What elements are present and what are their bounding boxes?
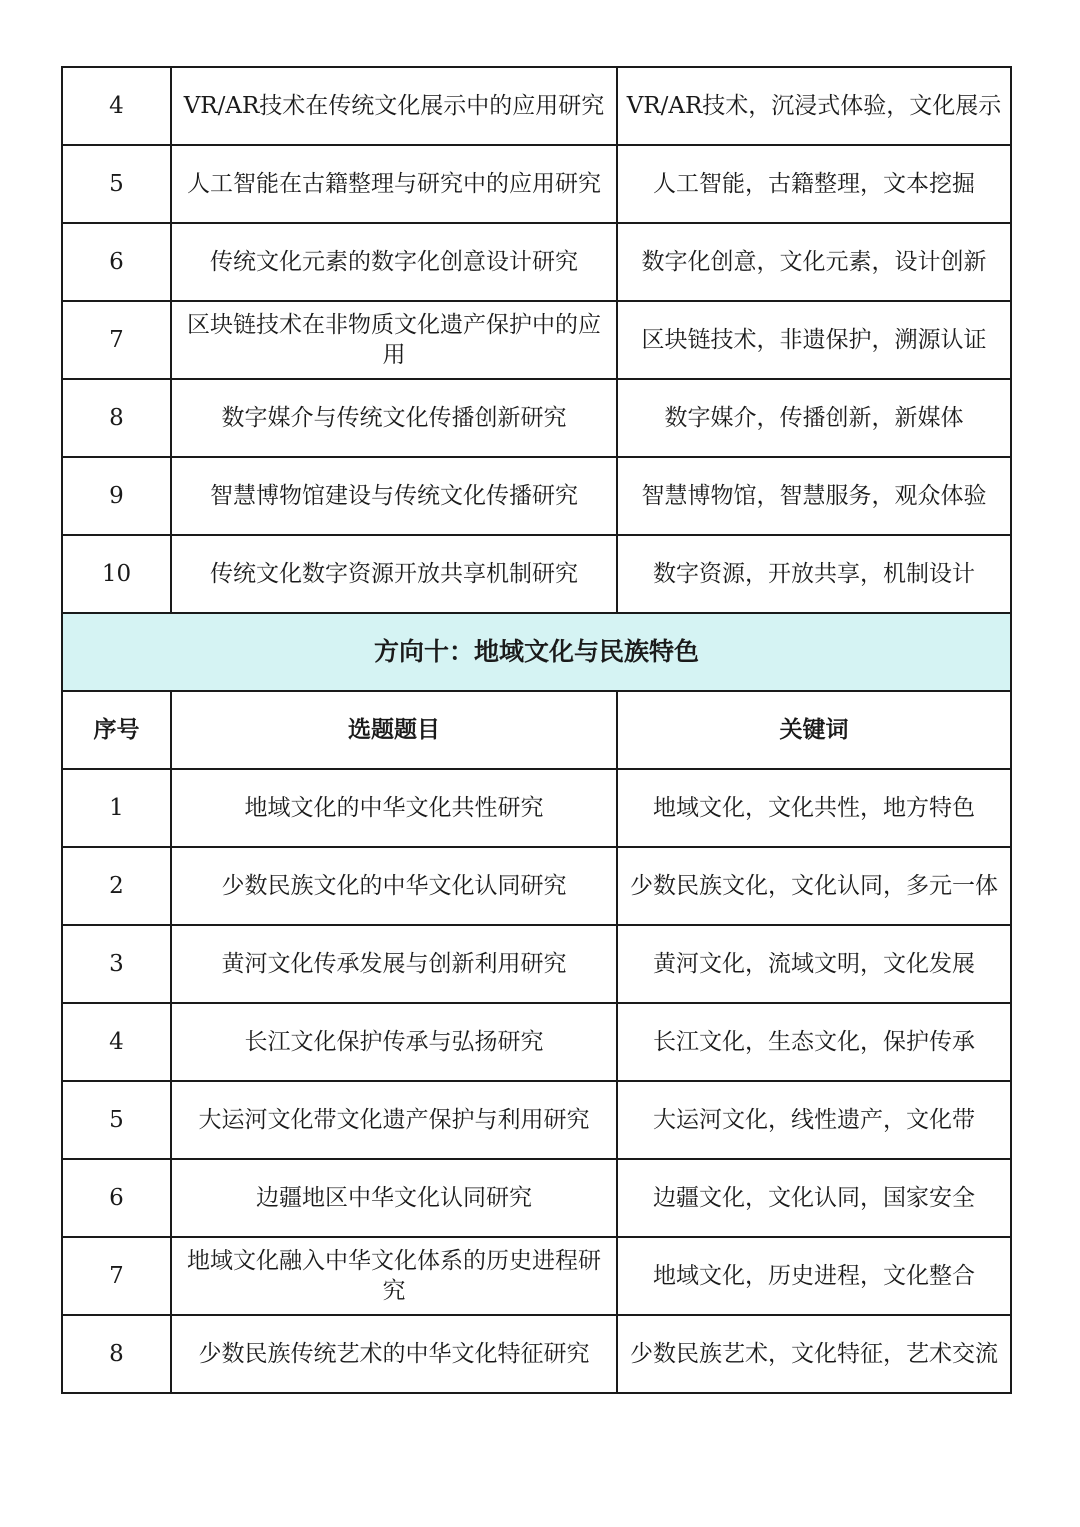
topic-title: VR/AR技术在传统文化展示中的应用研究 — [171, 67, 617, 145]
table-row — [62, 457, 1011, 535]
row-number: 2 — [62, 847, 171, 925]
row-number: 8 — [62, 1315, 171, 1393]
topic-title: 少数民族传统艺术的中华文化特征研究 — [171, 1315, 617, 1393]
column-header-row — [62, 691, 1011, 769]
topic-keywords: 数字资源，开放共享，机制设计 — [617, 535, 1011, 613]
row-number: 4 — [62, 67, 171, 145]
table-row — [62, 301, 1011, 379]
row-number: 10 — [62, 535, 171, 613]
row-number: 4 — [62, 1003, 171, 1081]
topic-keywords: 数字化创意，文化元素，设计创新 — [617, 223, 1011, 301]
topic-title: 少数民族文化的中华文化认同研究 — [171, 847, 617, 925]
column-header-number: 序号 — [62, 691, 171, 769]
row-number: 5 — [62, 145, 171, 223]
topic-keywords: VR/AR技术，沉浸式体验，文化展示 — [617, 67, 1011, 145]
section-heading: 方向十：地域文化与民族特色 — [62, 613, 1011, 691]
row-number: 6 — [62, 1159, 171, 1237]
topic-keywords: 少数民族艺术，文化特征，艺术交流 — [617, 1315, 1011, 1393]
topic-title: 智慧博物馆建设与传统文化传播研究 — [171, 457, 617, 535]
topic-title: 边疆地区中华文化认同研究 — [171, 1159, 617, 1237]
topic-title: 传统文化数字资源开放共享机制研究 — [171, 535, 617, 613]
table-row — [62, 1003, 1011, 1081]
topic-keywords: 数字媒介，传播创新，新媒体 — [617, 379, 1011, 457]
topic-title: 大运河文化带文化遗产保护与利用研究 — [171, 1081, 617, 1159]
row-number: 1 — [62, 769, 171, 847]
row-number: 7 — [62, 301, 171, 379]
table-row — [62, 535, 1011, 613]
topic-keywords: 地域文化，历史进程，文化整合 — [617, 1237, 1011, 1315]
row-number: 8 — [62, 379, 171, 457]
table-row — [62, 925, 1011, 1003]
row-number: 6 — [62, 223, 171, 301]
table-row — [62, 769, 1011, 847]
topic-keywords: 人工智能，古籍整理，文本挖掘 — [617, 145, 1011, 223]
table-row — [62, 223, 1011, 301]
topic-title: 传统文化元素的数字化创意设计研究 — [171, 223, 617, 301]
topic-keywords: 区块链技术，非遗保护，溯源认证 — [617, 301, 1011, 379]
topic-title: 地域文化融入中华文化体系的历史进程研究 — [171, 1237, 617, 1315]
table-row — [62, 145, 1011, 223]
row-number: 5 — [62, 1081, 171, 1159]
table-row — [62, 1081, 1011, 1159]
row-number: 7 — [62, 1237, 171, 1315]
row-number: 9 — [62, 457, 171, 535]
topic-title: 地域文化的中华文化共性研究 — [171, 769, 617, 847]
topic-keywords: 地域文化，文化共性，地方特色 — [617, 769, 1011, 847]
topic-title: 黄河文化传承发展与创新利用研究 — [171, 925, 617, 1003]
table-row — [62, 67, 1011, 145]
topic-title: 数字媒介与传统文化传播创新研究 — [171, 379, 617, 457]
topic-keywords: 大运河文化，线性遗产，文化带 — [617, 1081, 1011, 1159]
topic-title: 人工智能在古籍整理与研究中的应用研究 — [171, 145, 617, 223]
table-row — [62, 379, 1011, 457]
table-row — [62, 1315, 1011, 1393]
column-header-title: 选题题目 — [171, 691, 617, 769]
topic-title: 长江文化保护传承与弘扬研究 — [171, 1003, 617, 1081]
section-heading-row — [62, 613, 1011, 691]
topic-keywords: 智慧博物馆，智慧服务，观众体验 — [617, 457, 1011, 535]
column-header-keywords: 关键词 — [617, 691, 1011, 769]
topic-title: 区块链技术在非物质文化遗产保护中的应用 — [171, 301, 617, 379]
topic-keywords: 少数民族文化，文化认同，多元一体 — [617, 847, 1011, 925]
topics-table — [61, 66, 1012, 1394]
topic-keywords: 边疆文化，文化认同，国家安全 — [617, 1159, 1011, 1237]
row-number: 3 — [62, 925, 171, 1003]
table-row — [62, 1237, 1011, 1315]
table-row — [62, 1159, 1011, 1237]
topic-keywords: 长江文化，生态文化，保护传承 — [617, 1003, 1011, 1081]
table-row — [62, 847, 1011, 925]
topic-keywords: 黄河文化，流域文明，文化发展 — [617, 925, 1011, 1003]
